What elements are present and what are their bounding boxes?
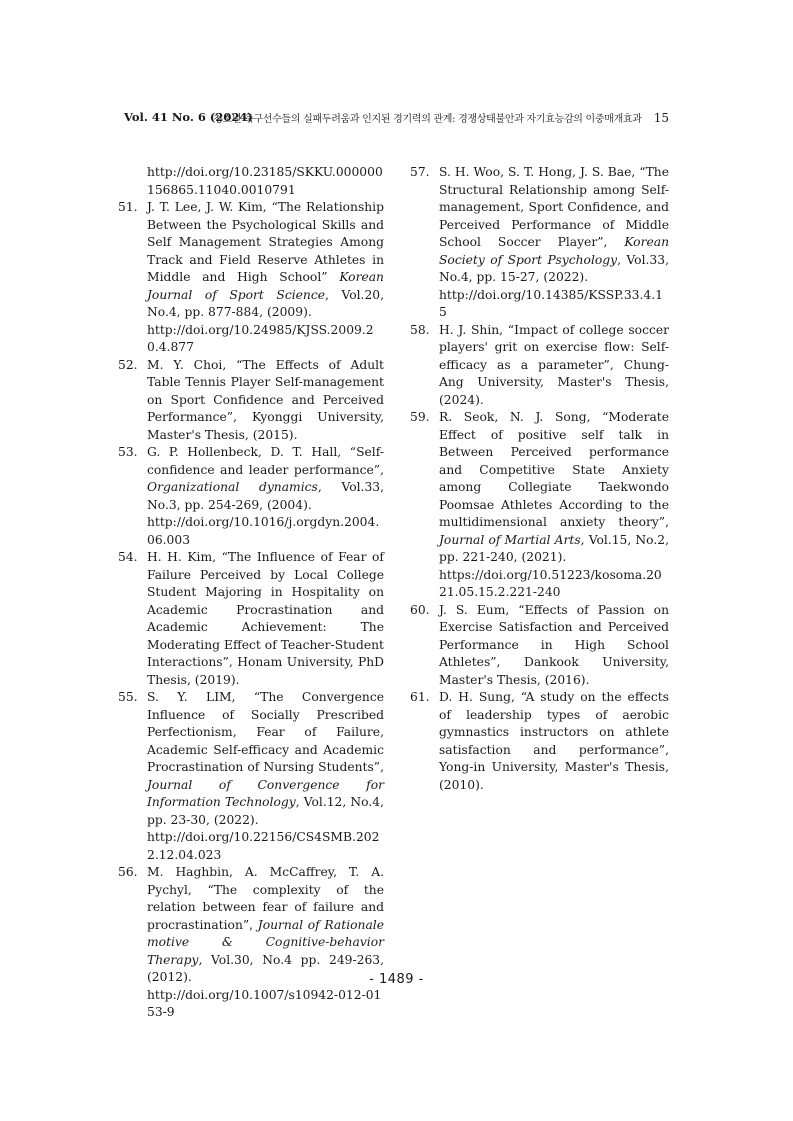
left-column bbox=[118, 164, 384, 1022]
running-header bbox=[213, 110, 669, 125]
reference-item bbox=[118, 357, 384, 445]
reference-item bbox=[118, 864, 384, 1022]
reference-details: , Vol.12, No.4, pp. 23-30, (2022). bbox=[147, 795, 384, 827]
reference-text: S. H. Woo, S. T. Hong, J. S. Bae, “The Structural Relationship among Self-management, Sport Confidence, and Perceived Performance of Middle School Soccer Player”, bbox=[439, 165, 669, 249]
reference-item bbox=[410, 164, 669, 322]
reference-doi[interactable]: http://doi.org/10.22156/CS4SMB.2022.12.04.023 bbox=[147, 830, 380, 862]
reference-continuation: http://doi.org/10.23185/SKKU.000000156865.11040.0010791 bbox=[147, 165, 383, 197]
reference-item bbox=[410, 322, 669, 410]
reference-details: , Vol.15, No.2, pp. 221-240, (2021). bbox=[439, 532, 669, 564]
reference-item bbox=[410, 689, 669, 794]
reference-item bbox=[410, 602, 669, 690]
right-column bbox=[410, 164, 669, 794]
reference-doi[interactable]: http://doi.org/10.1007/s10942-012-0153-9 bbox=[147, 987, 382, 1019]
reference-doi[interactable]: https://doi.org/10.51223/kosoma.2021.05.15.2.221-240 bbox=[439, 567, 662, 599]
page-number: 15 bbox=[653, 111, 669, 125]
reference-text: S. Y. LIM, “The Convergence Influence of Socially Prescribed Perfectionism, Fear of Failure, Academic Self-efficacy and Academic Procrastination of Nursing Students”, bbox=[147, 690, 384, 774]
reference-number: 55. bbox=[118, 690, 138, 704]
reference-text: D. H. Sung, “A study on the effects of leadership types of aerobic gymnastics instructors on athlete satisfaction and performance”, Yong-in University, Master's Thesis, (2010). bbox=[439, 690, 669, 792]
reference-number: 54. bbox=[118, 550, 138, 564]
reference-text: M. Haghbin, A. McCaffrey, T. A. Pychyl, “The complexity of the relation between fear of failure and procrastination”, bbox=[147, 865, 384, 932]
reference-details: , Vol.33, No.3, pp. 254-269, (2004). bbox=[147, 480, 384, 512]
reference-number: 57. bbox=[410, 165, 430, 179]
reference-number: 56. bbox=[118, 865, 138, 879]
reference-item bbox=[410, 409, 669, 602]
reference-number: 59. bbox=[410, 410, 430, 424]
reference-journal: Organizational dynamics bbox=[147, 480, 318, 494]
reference-text: H. J. Shin, “Impact of college soccer players' grit on exercise flow: Self-efficacy as a parameter”, Chung-Ang University, Master's Thesis, (2024). bbox=[439, 322, 669, 407]
reference-item bbox=[118, 549, 384, 689]
reference-journal: Korean Society of Sport Psychology bbox=[439, 235, 669, 267]
reference-text: G. P. Hollenbeck, D. T. Hall, “Self-confidence and leader performance”, bbox=[147, 445, 384, 477]
reference-item bbox=[118, 689, 384, 864]
reference-text: H. H. Kim, “The Influence of Fear of Failure Perceived by Local College Student Majoring in Hospitality on Academic Procrastination and Academic Achievement: The Moderating Effect of Teacher-Student Interactions”, Honam University, PhD Thesis, (2019). bbox=[147, 550, 384, 687]
reference-number: 52. bbox=[118, 357, 138, 372]
reference-details: , Vol.30, No.4 pp. 249-263, (2012). bbox=[147, 952, 384, 984]
volume-info: Vol. 41 No. 6 (2024) bbox=[124, 110, 253, 124]
reference-journal: Journal of Convergence for Information Technology bbox=[147, 777, 384, 809]
reference-details: , Vol.33, No.4, pp. 15-27, (2022). bbox=[439, 252, 669, 284]
reference-doi[interactable]: http://doi.org/10.24985/KJSS.2009.20.4.877 bbox=[147, 322, 374, 354]
reference-text: R. Seok, N. J. Song, “Moderate Effect of positive self talk in Between Perceived performance and Competitive State Anxiety among Collegiate Taekwondo Poomsae Athletes According to the multidimensional anxiety theory”, bbox=[439, 410, 669, 529]
reference-journal: Journal of Rationale motive & Cognitive-behavior Therapy bbox=[147, 917, 384, 967]
reference-text: M. Y. Choi, “The Effects of Adult Table Tennis Player Self-management on Sport Confidence and Perceived Performance”, Kyonggi University, Master's Thesis, (2015). bbox=[147, 357, 384, 442]
reference-details: , Vol.20, No.4, pp. 877-884, (2009). bbox=[147, 287, 384, 319]
reference-number: 60. bbox=[410, 602, 430, 617]
reference-text: J. S. Eum, “Effects of Passion on Exercise Satisfaction and Perceived Performance in High School Athletes”, Dankook University, Master's Thesis, (2016). bbox=[439, 602, 669, 687]
reference-journal: Korean Journal of Sport Science bbox=[147, 270, 384, 302]
reference-journal: Journal of Martial Arts bbox=[439, 532, 581, 547]
reference-text: J. T. Lee, J. W. Kim, “The Relationship Between the Psychological Skills and Self Management Strategies Among Track and Field Reserve Athletes in Middle and High School” bbox=[147, 200, 384, 284]
reference-item bbox=[118, 444, 384, 549]
reference-number: 58. bbox=[410, 322, 430, 337]
reference-number: 53. bbox=[118, 445, 138, 459]
reference-number: 61. bbox=[410, 690, 430, 704]
reference-number: 51. bbox=[118, 200, 138, 214]
running-title: 청소년 축구선수들의 실패두려움과 인지된 경기력의 관계: 경쟁상태불안과 자기효능감의 이중매개효과 bbox=[213, 114, 642, 125]
reference-doi[interactable]: http://doi.org/10.1016/j.orgdyn.2004.06.003 bbox=[147, 515, 380, 547]
page-header bbox=[124, 110, 669, 130]
reference-item bbox=[118, 199, 384, 357]
reference-doi[interactable]: http://doi.org/10.14385/KSSP.33.4.15 bbox=[439, 287, 663, 319]
page-footer: - 1489 - bbox=[369, 972, 424, 987]
